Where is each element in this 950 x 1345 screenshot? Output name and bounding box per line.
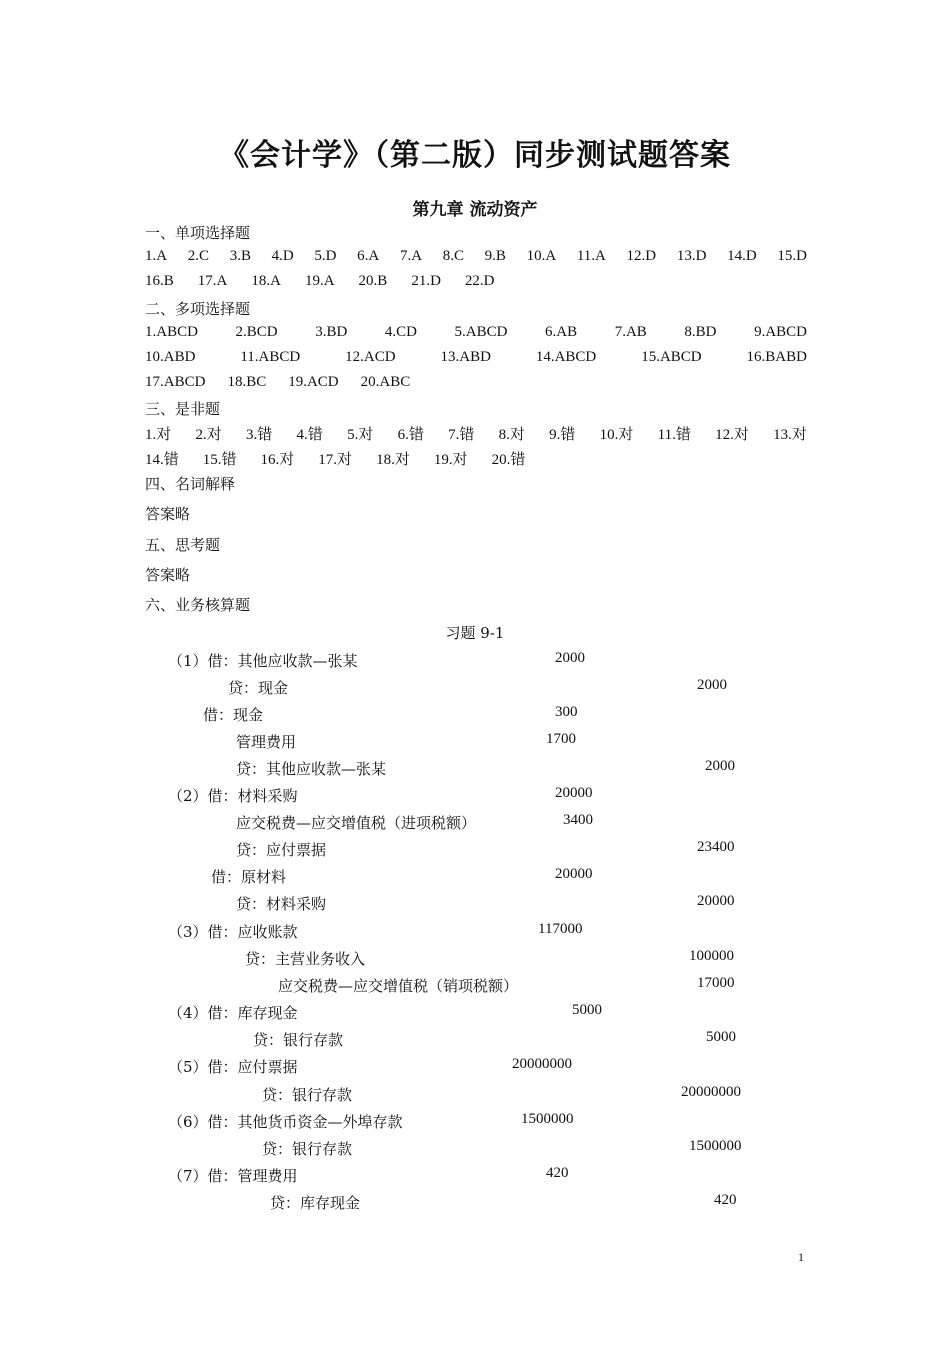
- answer-item: 12.ACD: [345, 349, 396, 365]
- answer-item: 8.C: [442, 248, 464, 264]
- answer-item: 10.对: [599, 427, 634, 443]
- entry-credit-amount: 17000: [697, 975, 735, 991]
- multi-choice-row-3: [145, 374, 807, 391]
- answer-item: 14.错: [145, 452, 179, 468]
- entry-text: （6）借：其他货币资金—外埠存款: [168, 1113, 403, 1131]
- answer-item: 2.对: [195, 427, 222, 443]
- answer-item: 11.错: [657, 427, 691, 443]
- answer-item: 18.A: [251, 273, 281, 289]
- answer-item: 9.B: [484, 248, 506, 264]
- section-accounting: 六、业务核算题: [145, 596, 251, 614]
- entry-credit-amount: 23400: [697, 839, 735, 855]
- entry-text: 贷：应付票据: [236, 841, 327, 859]
- single-choice-row-2: [145, 273, 807, 290]
- entry-debit-amount: 300: [555, 704, 578, 720]
- entry-credit-amount: 20000000: [681, 1084, 741, 1100]
- answer-item: 5.D: [314, 248, 337, 264]
- section-true-false: 三、是非题: [145, 400, 221, 418]
- entry-text: （2）借：材料采购: [168, 787, 298, 805]
- entry-debit-amount: 117000: [538, 921, 583, 937]
- answer-item: 13.对: [773, 427, 807, 443]
- answer-item: 8.BD: [684, 324, 717, 340]
- entry-debit-amount: 2000: [555, 650, 585, 666]
- section-multi-choice: 二、多项选择题: [145, 300, 251, 318]
- answer-item: 13.D: [676, 248, 707, 264]
- entry-text: （5）借：应付票据: [168, 1058, 298, 1076]
- answer-item: 3.BD: [315, 324, 348, 340]
- entry-text: 贷：材料采购: [236, 895, 327, 913]
- section-terms: 四、名词解释: [145, 475, 236, 493]
- answer-item: 3.错: [246, 427, 273, 443]
- page-number: 1: [798, 1250, 804, 1264]
- answer-item: 19.对: [433, 452, 468, 468]
- entry-text: 贷：主营业务收入: [245, 950, 366, 968]
- entry-credit-amount: 100000: [689, 948, 734, 964]
- answer-item: 17.A: [197, 273, 228, 289]
- entry-text: （4）借：库存现金: [168, 1004, 298, 1022]
- answer-omitted-terms: 答案略: [145, 505, 191, 523]
- answer-item: 19.ACD: [288, 374, 339, 390]
- entry-credit-amount: 420: [714, 1192, 737, 1208]
- chapter-heading: 第九章 流动资产: [412, 200, 538, 220]
- answer-item: 5.对: [347, 427, 374, 443]
- answer-item: 20.ABC: [360, 374, 411, 390]
- entry-debit-amount: 420: [546, 1165, 569, 1181]
- entry-text: 借：原材料: [211, 868, 287, 886]
- answer-item: 11.A: [576, 248, 606, 264]
- answer-item: 4.CD: [384, 324, 417, 340]
- answer-item: 5.ABCD: [454, 324, 508, 340]
- entry-text: 贷：银行存款: [253, 1031, 344, 1049]
- answer-item: 16.BABD: [746, 349, 807, 365]
- entry-credit-amount: 20000: [697, 893, 735, 909]
- answer-item: 13.ABD: [440, 349, 491, 365]
- answer-item: 1.ABCD: [145, 324, 198, 340]
- entry-credit-amount: 1500000: [689, 1138, 742, 1154]
- answer-item: 17.ABCD: [145, 374, 206, 390]
- answer-item: 4.D: [271, 248, 294, 264]
- answer-omitted-questions: 答案略: [145, 566, 191, 584]
- entry-credit-amount: 5000: [706, 1029, 736, 1045]
- answer-item: 12.对: [715, 427, 749, 443]
- entry-text: 贷：银行存款: [262, 1140, 353, 1158]
- entry-debit-amount: 1700: [546, 731, 576, 747]
- entry-text: 借：现金: [203, 706, 264, 724]
- answer-item: 17.对: [318, 452, 353, 468]
- answer-item: 4.错: [296, 427, 323, 443]
- answer-item: 20.错: [491, 452, 526, 468]
- entry-debit-amount: 3400: [563, 812, 593, 828]
- answer-item: 7.错: [448, 427, 475, 443]
- answer-item: 20.B: [358, 273, 388, 289]
- answer-item: 21.D: [411, 273, 441, 289]
- answer-item: 9.错: [549, 427, 576, 443]
- multi-choice-row-2: [145, 349, 807, 366]
- section-single-choice: 一、单项选择题: [145, 224, 251, 242]
- entry-text: 贷：库存现金: [270, 1194, 361, 1212]
- entry-text: 贷：现金: [228, 679, 289, 697]
- answer-item: 15.错: [202, 452, 237, 468]
- true-false-row-1: [145, 423, 807, 444]
- entry-debit-amount: 20000: [555, 785, 593, 801]
- answer-item: 11.ABCD: [240, 349, 301, 365]
- answer-item: 6.A: [357, 248, 380, 264]
- entry-text: 贷：其他应收款—张某: [236, 760, 387, 778]
- answer-item: 10.A: [526, 248, 557, 264]
- entry-text: 管理费用: [236, 733, 297, 751]
- entry-credit-amount: 2000: [697, 677, 727, 693]
- answer-item: 14.ABCD: [535, 349, 597, 365]
- answer-item: 1.A: [145, 248, 168, 264]
- exercise-title: 习题 9-1: [445, 624, 505, 642]
- answer-item: 3.B: [229, 248, 251, 264]
- answer-item: 22.D: [464, 273, 495, 289]
- answer-item: 19.A: [304, 273, 335, 289]
- entry-debit-amount: 20000000: [512, 1056, 572, 1072]
- answer-item: 7.AB: [614, 324, 647, 340]
- answer-item: 10.ABD: [145, 349, 196, 365]
- entry-text: （1）借：其他应收款—张某: [168, 652, 358, 670]
- true-false-row-2: [145, 448, 807, 469]
- entry-debit-amount: 5000: [572, 1002, 602, 1018]
- answer-item: 14.D: [727, 248, 757, 264]
- answer-item: 6.错: [397, 427, 424, 443]
- entry-debit-amount: 20000: [555, 866, 593, 882]
- answer-item: 15.D: [777, 248, 807, 264]
- entry-text: 应交税费—应交增值税（进项税额）: [236, 814, 477, 832]
- answer-item: 16.B: [145, 273, 174, 289]
- answer-item: 9.ABCD: [754, 324, 807, 340]
- section-questions: 五、思考题: [145, 536, 221, 554]
- multi-choice-row-1: [145, 324, 807, 341]
- answer-item: 2.C: [187, 248, 210, 264]
- entry-text: 应交税费—应交增值税（销项税额）: [278, 977, 519, 995]
- entry-text: 贷：银行存款: [262, 1086, 353, 1104]
- entry-text: （7）借：管理费用: [168, 1167, 298, 1185]
- answer-item: 7.A: [399, 248, 423, 264]
- answer-item: 15.ABCD: [641, 349, 702, 365]
- entry-debit-amount: 1500000: [521, 1111, 574, 1127]
- answer-item: 12.D: [626, 248, 657, 264]
- answer-item: 18.对: [376, 452, 410, 468]
- answer-item: 8.对: [498, 427, 525, 443]
- answer-item: 1.对: [145, 427, 172, 443]
- answer-item: 16.对: [260, 452, 295, 468]
- answer-item: 2.BCD: [235, 324, 278, 340]
- answer-item: 18.BC: [227, 374, 267, 390]
- entry-text: （3）借：应收账款: [168, 923, 298, 941]
- document-title: 《会计学》（第二版）同步测试题答案: [219, 138, 731, 173]
- entry-credit-amount: 2000: [705, 758, 735, 774]
- answer-item: 6.AB: [545, 324, 578, 340]
- single-choice-row-1: [145, 248, 807, 265]
